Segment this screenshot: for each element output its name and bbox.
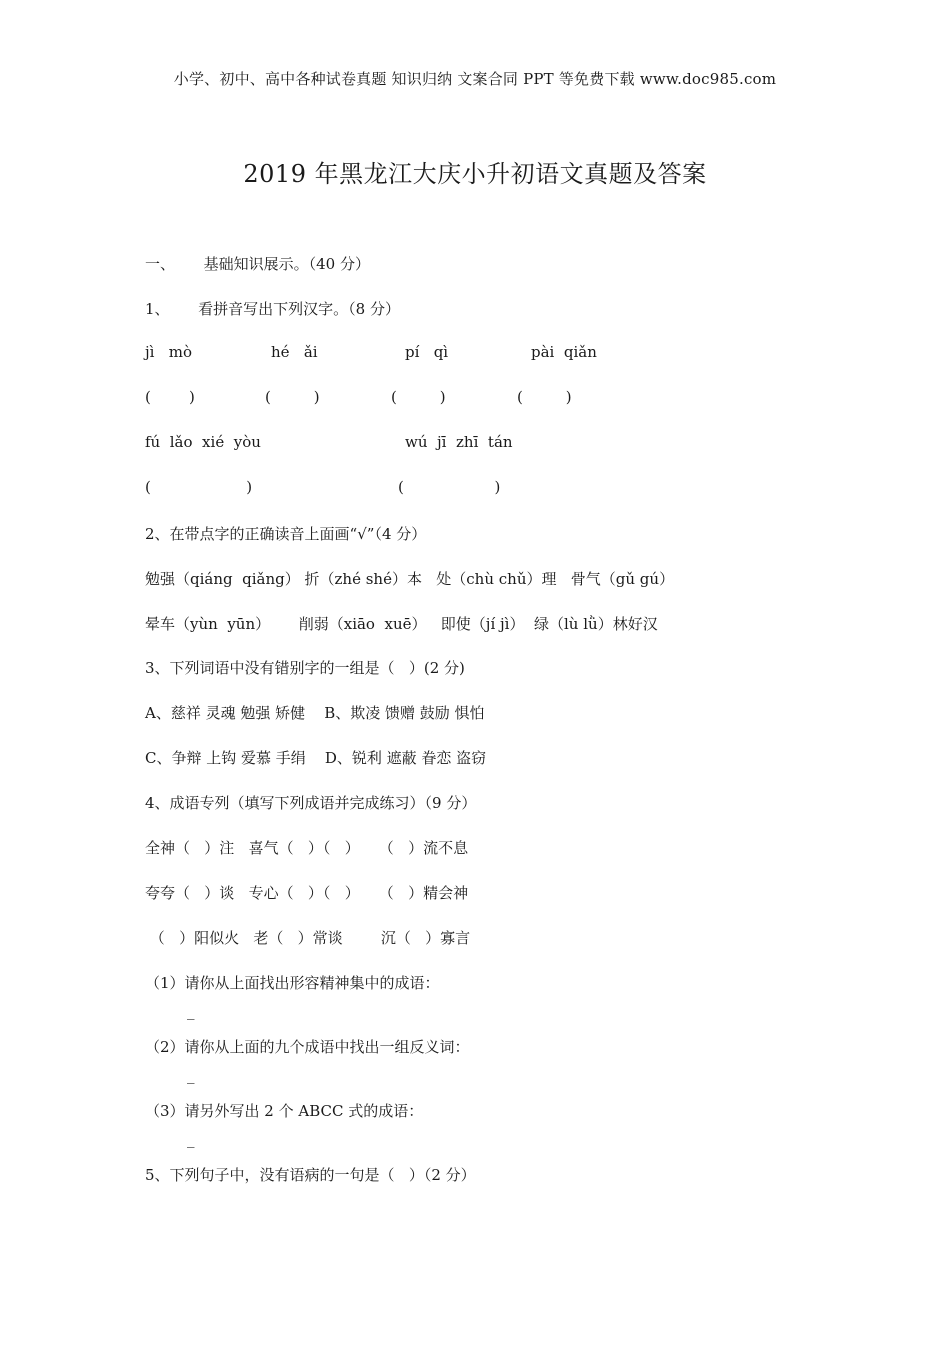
pinyin-5: fú lǎo xié yòu (145, 433, 261, 451)
sub-question-2: （2）请你从上面的九个成语中找出一组反义词： (145, 1038, 470, 1056)
answer-line-2: _ (187, 1066, 195, 1084)
pinyin-4: pài qiǎn (531, 343, 597, 361)
question-4-title: 4、成语专列（填写下列成语并完成练习）（9 分） (145, 794, 477, 812)
answer-blank-2: ( ) (265, 388, 320, 406)
page-header: 小学、初中、高中各种试卷真题 知识归纳 文案合同 PPT 等免费下载 www.doc985.com (173, 70, 777, 88)
pinyin-3: pí qì (405, 343, 449, 361)
pinyin-2: hé ǎi (271, 343, 318, 361)
question-3-title: 3、下列词语中没有错别字的一组是（ ）(2 分) (145, 659, 465, 677)
answer-blank-1: ( ) (145, 388, 195, 406)
idiom-row-3: （ ）阳似火 老（ ）常谈 沉（ ）寡言 (145, 929, 471, 947)
section-heading: 一、 基础知识展示。（40 分） (145, 255, 370, 273)
pinyin-6: wú jī zhī tán (405, 433, 513, 451)
question-1-title: 1、 看拼音写出下列汉字。（8 分） (145, 300, 400, 318)
answer-line-3: _ (187, 1130, 195, 1148)
answer-line-1: _ (187, 1002, 195, 1020)
question-2-title: 2、在带点字的正确读音上面画“√”（4 分） (145, 525, 427, 543)
page-title: 2019 年黑龙江大庆小升初语文真题及答案 (243, 160, 707, 188)
answer-blank-3: ( ) (391, 388, 446, 406)
sub-question-3: （3）请另外写出 2 个 ABCC 式的成语： (145, 1102, 424, 1120)
question-2-line-1: 勉强（qiáng qiǎng） 折（zhé shé）本 处（chù chǔ）理 骨气（gǔ gú） (145, 570, 675, 588)
question-5-title: 5、下列句子中，没有语病的一句是（ ）（2 分） (145, 1166, 476, 1184)
idiom-row-2: 夸夸（ ）谈 专心（ ）（ ） （ ）精会神 (145, 884, 469, 902)
question-2-line-2: 晕车（yùn yūn） 削弱（xiāo xuē） 即使（jí jì） 绿（lù lǜ）林好汉 (145, 615, 658, 633)
answer-blank-5: ( ) (145, 478, 253, 496)
pinyin-1: jì mò (145, 343, 193, 361)
answer-blank-4: ( ) (517, 388, 572, 406)
question-3-options-ab: A、慈祥 灵魂 勉强 矫健 B、欺凌 馈赠 鼓励 惧怕 (145, 704, 485, 722)
question-3-options-cd: C、争辩 上钩 爱慕 手绢 D、锐利 遮蔽 眷恋 盗窃 (145, 749, 487, 767)
idiom-row-1: 全神（ ）注 喜气（ ）（ ） （ ）流不息 (145, 839, 469, 857)
sub-question-1: （1）请你从上面找出形容精神集中的成语： (145, 974, 440, 992)
answer-blank-6: ( ) (398, 478, 501, 496)
